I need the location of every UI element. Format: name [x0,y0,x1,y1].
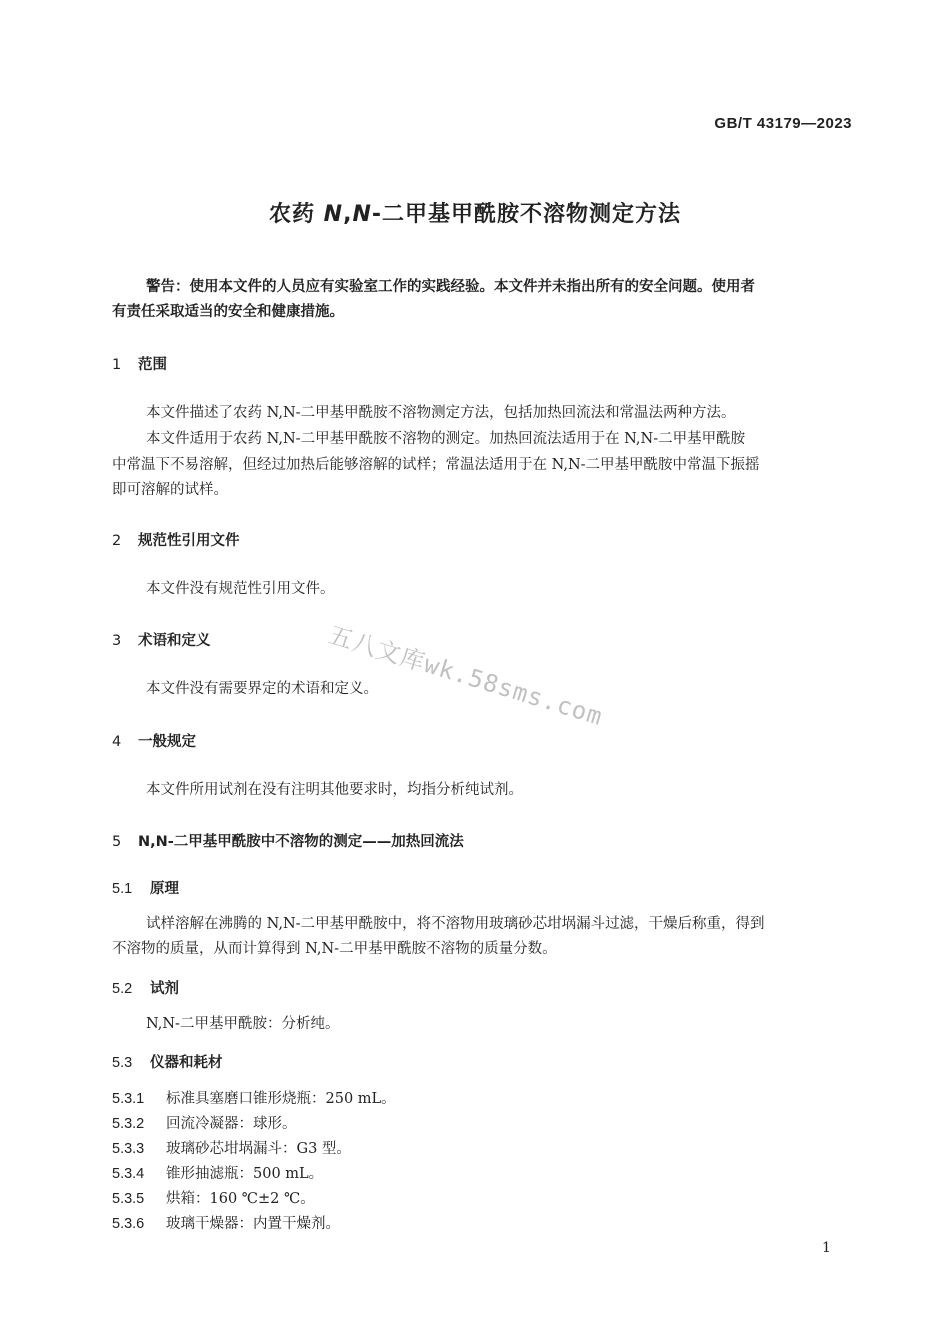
section-2-heading: 2 规范性引用文件 [112,533,240,549]
list-item: 5.3.6 玻璃干燥器：内置干燥剂。 [112,1216,340,1232]
section-5-2-para: N,N-二甲基甲酰胺：分析纯。 [146,1016,340,1032]
section-5-heading: 5 N,N-二甲基甲酰胺中不溶物的测定——加热回流法 [112,834,464,850]
section-1-heading: 1 范围 [112,357,167,373]
warning-line-2: 有责任采取适当的安全和健康措施。 [112,304,344,320]
list-item: 5.3.2 回流冷凝器：球形。 [112,1116,297,1132]
section-5-1-para-line-2: 不溶物的质量，从而计算得到 N,N-二甲基甲酰胺不溶物的质量分数。 [112,941,557,957]
section-2-para: 本文件没有规范性引用文件。 [146,581,335,597]
list-item: 5.3.1 标准具塞磨口锥形烧瓶：250 mL。 [112,1091,396,1107]
page-number: 1 [822,1240,831,1256]
section-1-para-2-line-2: 中常温下不易溶解，但经过加热后能够溶解的试样；常温法适用于在 N,N-二甲基甲酰胺中常温下振摇 [112,457,760,473]
document-title: 农药 N,N-二甲基甲酰胺不溶物测定方法 [268,202,681,227]
section-1-para-2-line-3: 即可溶解的试样。 [112,482,228,498]
section-3-para: 本文件没有需要界定的术语和定义。 [146,681,378,697]
list-item: 5.3.4 锥形抽滤瓶：500 mL。 [112,1166,324,1182]
section-5-2-heading: 5.2 试剂 [112,981,179,997]
section-5-3-heading: 5.3 仪器和耗材 [112,1055,223,1071]
section-5-1-para-line-1: 试样溶解在沸腾的 N,N-二甲基甲酰胺中，将不溶物用玻璃砂芯坩埚漏斗过滤，干燥后称重，得到 [146,916,765,932]
standard-number: GB/T 43179—2023 [714,115,852,132]
section-5-1-heading: 5.1 原理 [112,881,179,897]
section-1-para-2-line-1: 本文件适用于农药 N,N-二甲基甲酰胺不溶物的测定。加热回流法适用于在 N,N-二甲基甲酰胺 [146,431,746,447]
watermark: 五八文库wk.58sms.com [325,620,607,731]
section-1-para-1: 本文件描述了农药 N,N-二甲基甲酰胺不溶物测定方法，包括加热回流法和常温法两种方法。 [146,405,736,421]
warning-line-1: 警告：使用本文件的人员应有实验室工作的实践经验。本文件并未指出所有的安全问题。使用者 [146,279,755,295]
list-item: 5.3.3 玻璃砂芯坩埚漏斗：G3 型。 [112,1141,351,1157]
section-3-heading: 3 术语和定义 [112,633,211,649]
list-item: 5.3.5 烘箱：160 ℃±2 ℃。 [112,1191,315,1207]
section-4-para: 本文件所用试剂在没有注明其他要求时，均指分析纯试剂。 [146,782,523,798]
section-4-heading: 4 一般规定 [112,734,196,750]
